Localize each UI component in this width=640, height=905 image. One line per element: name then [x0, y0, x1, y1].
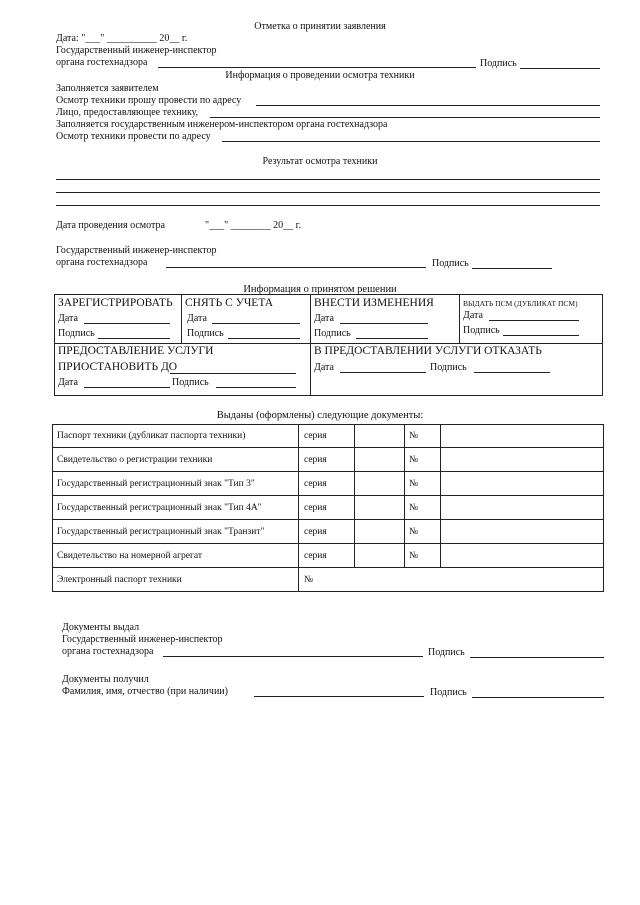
acceptance-date[interactable]: Дата: "___" __________ 20__ г.	[56, 33, 188, 44]
option-modify[interactable]: ВНЕСТИ ИЗМЕНЕНИЯ	[314, 297, 434, 309]
presenter-label: Лицо, предоставляющее технику,	[56, 107, 199, 118]
presenter-field[interactable]	[210, 117, 600, 118]
address-actual-field[interactable]	[222, 141, 600, 142]
issued-inspector-field[interactable]	[163, 656, 423, 657]
documents-title: Выданы (оформлены) следующие документы:	[216, 410, 424, 421]
inspection-result-title: Результат осмотра техники	[262, 156, 378, 167]
acceptance-signature-label: Подпись	[480, 58, 517, 69]
issued-inspector-line2: органа гостехнадзора	[62, 646, 154, 657]
acceptance-inspector-line1: Государственный инженер-инспектор	[56, 45, 217, 56]
result-line-3[interactable]	[56, 205, 600, 206]
inspection-date-field[interactable]: "___" ________ 20__ г.	[205, 220, 302, 231]
inspection-date-label: Дата проведения осмотра	[56, 220, 165, 231]
received-label: Документы получил	[62, 674, 149, 685]
inspection-info-title: Информация о проведении осмотра техники	[225, 70, 415, 81]
decision-title: Информация о принятом решении	[243, 284, 397, 295]
doc-row-label: Государственный регистрационный знак "Тип 4А"	[57, 503, 262, 513]
result-inspector-line1: Государственный инженер-инспектор	[56, 245, 217, 256]
address-request-field[interactable]	[256, 105, 600, 106]
option-issue-psm[interactable]: ВЫДАТЬ ПСМ (ДУБЛИКАТ ПСМ)	[463, 299, 578, 308]
result-inspector-field[interactable]	[166, 267, 426, 268]
option-suspend-line2[interactable]: ПРИОСТАНОВИТЬ ДО	[58, 361, 178, 373]
issued-inspector-line1: Государственный инженер-инспектор	[62, 634, 223, 645]
doc-row-label: Государственный регистрационный знак "Транзит"	[57, 527, 265, 537]
acceptance-inspector-line2: органа гостехнадзора	[56, 57, 148, 68]
result-signature-label: Подпись	[432, 258, 469, 269]
acceptance-title: Отметка о принятии заявления	[254, 21, 386, 32]
doc-row-label: Свидетельство на номерной агрегат	[57, 551, 203, 561]
result-line-1[interactable]	[56, 179, 600, 180]
received-fio-label: Фамилия, имя, отчество (при наличии)	[62, 686, 228, 697]
received-signature-label: Подпись	[430, 687, 467, 698]
received-fio-field[interactable]	[254, 696, 424, 697]
option-deregister[interactable]: СНЯТЬ С УЧЕТА	[185, 297, 274, 309]
issued-signature-field[interactable]	[470, 657, 604, 658]
doc-row-label: Свидетельство о регистрации техники	[57, 455, 213, 465]
applicant-note: Заполняется заявителем	[56, 83, 159, 94]
address-request-label: Осмотр техники прошу провести по адресу	[56, 95, 242, 106]
doc-row-label: Электронный паспорт техники	[57, 575, 182, 585]
acceptance-signature-field[interactable]	[520, 68, 600, 69]
received-signature-field[interactable]	[472, 697, 604, 698]
acceptance-inspector-field[interactable]	[158, 67, 476, 68]
option-suspend-line1[interactable]: ПРЕДОСТАВЛЕНИЕ УСЛУГИ	[58, 345, 214, 357]
result-signature-field[interactable]	[472, 268, 552, 269]
result-inspector-line2: органа гостехнадзора	[56, 257, 148, 268]
option-register[interactable]: ЗАРЕГИСТРИРОВАТЬ	[58, 297, 173, 309]
decision-row-divider	[54, 343, 603, 344]
doc-row-label: Государственный регистрационный знак "Тип 3"	[57, 479, 255, 489]
suspend-until-field[interactable]	[170, 373, 296, 374]
option-refuse[interactable]: В ПРЕДОСТАВЛЕНИИ УСЛУГИ ОТКАЗАТЬ	[314, 345, 542, 357]
address-actual-label: Осмотр техники провести по адресу	[56, 131, 211, 142]
issued-label: Документы выдал	[62, 622, 140, 633]
inspector-note: Заполняется государственным инженером-инспектором органа гостехнадзора	[56, 119, 388, 130]
result-line-2[interactable]	[56, 192, 600, 193]
issued-signature-label: Подпись	[428, 647, 465, 658]
doc-row-label: Паспорт техники (дубликат паспорта техники)	[57, 431, 246, 441]
